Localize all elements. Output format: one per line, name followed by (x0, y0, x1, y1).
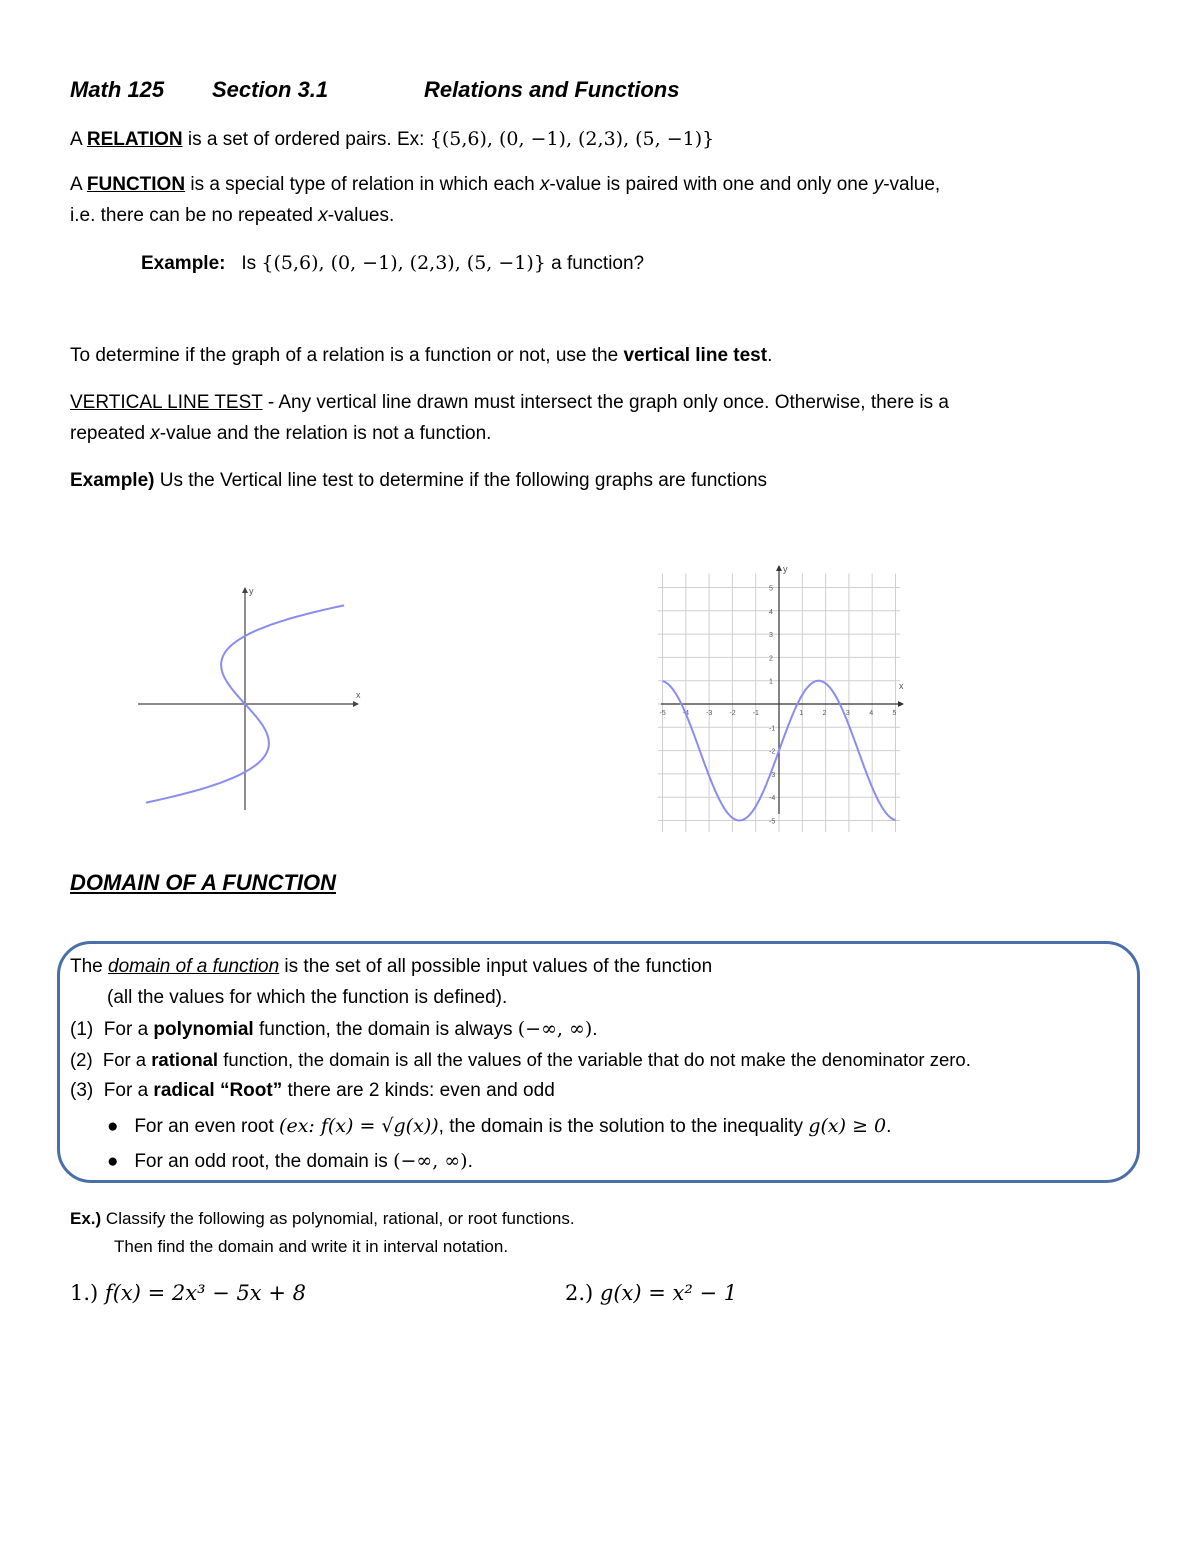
vlt-intro-text: To determine if the graph of a relation is a function or not, use the (70, 345, 624, 366)
bullet1-math: (ex: f(x) = √g(x)) (279, 1115, 439, 1137)
x-tick-label: -1 (752, 710, 759, 717)
x-tick-label: 2 (822, 710, 827, 717)
y-tick-label: 2 (769, 655, 773, 663)
bullet2-end: . (467, 1151, 473, 1172)
y-tick-label: 3 (769, 632, 773, 640)
page-title: Relations and Functions (424, 77, 680, 102)
item1b: function, the domain is always (253, 1019, 518, 1040)
bullet2-math: (−∞, ∞) (393, 1150, 468, 1172)
exercise-label: Ex.) (70, 1209, 102, 1228)
problem-2-expression: g(x) = x² − 1 (599, 1281, 738, 1305)
bullet1a: For an even root (134, 1116, 280, 1137)
relation-text: is a set of ordered pairs. Ex: (182, 129, 430, 150)
domain-line2: (all the values for which the function is defined). (107, 987, 508, 1008)
graph-right-ticks (660, 586, 897, 826)
function-x: x (539, 174, 550, 195)
bullet1b: , the domain is the solution to the inequality (438, 1116, 809, 1137)
y-tick-label: 4 (769, 608, 773, 616)
vlt-line2a: repeated (70, 423, 151, 444)
domain-line1b: is the set of all possible input values of the function (279, 956, 713, 977)
exercise-line1: Classify the following as polynomial, rational, or root functions. (101, 1209, 575, 1228)
exercise-instruction-line2: Then find the domain and write it in interval notation. (114, 1237, 509, 1256)
problem-1-number: 1.) (70, 1281, 99, 1305)
graph-right-y-label: y (783, 564, 788, 574)
x-tick-label: -4 (682, 710, 690, 717)
item1-end: . (592, 1019, 598, 1040)
vlt-intro (70, 344, 772, 368)
x-tick-label: -3 (706, 710, 713, 717)
bullet1-end: . (886, 1116, 892, 1137)
vlt-line2b: -value and the relation is not a function. (159, 423, 492, 444)
function-text3: -value, (883, 174, 941, 195)
item3-bold: radical “Root” (153, 1080, 283, 1101)
function-line2b: -values. (327, 205, 395, 226)
example-suffix: a function? (545, 253, 645, 274)
item1a: For a (103, 1019, 154, 1040)
relation-prefix: A (70, 129, 87, 150)
graph-left-x-label: x (356, 690, 361, 700)
graph-right-y-arrow (776, 565, 782, 571)
x-tick-label: -2 (729, 710, 736, 717)
vlt-line2x: x (150, 423, 160, 444)
vlt-definition-line2 (70, 422, 491, 446)
course-label: Math 125 (70, 77, 165, 102)
function-text2: -value is paired with one and only one (549, 174, 874, 195)
example-is: Is (241, 253, 262, 274)
example-set: {(5,6), (0, −1), (2,3), (5, −1)} (261, 252, 546, 274)
item1-math: (−∞, ∞) (517, 1018, 593, 1040)
domain-term: domain of a function (108, 956, 280, 977)
item2-bold: rational (151, 1049, 219, 1070)
y-tick-label: -3 (769, 771, 776, 779)
y-tick-label: -5 (769, 818, 776, 826)
domain-item-polynomial (70, 1017, 598, 1042)
function-prefix: A (70, 174, 87, 195)
graph-right-x-label: x (899, 681, 904, 691)
domain-heading: DOMAIN OF A FUNCTION (70, 870, 337, 895)
bullet2a: For an odd root, the domain is (134, 1151, 394, 1172)
domain-bullet-odd-root (107, 1149, 473, 1174)
item2-number: (2) (70, 1049, 93, 1070)
relation-term: RELATION (86, 129, 183, 150)
example2-text: Us the Vertical line test to determine if the following graphs are functions (154, 470, 768, 491)
y-tick-label: -4 (769, 795, 776, 803)
function-term: FUNCTION (86, 174, 186, 195)
bullet1-inequality: g(x) ≥ 0 (808, 1115, 887, 1137)
x-tick-label: 3 (845, 710, 850, 717)
bullet-icon: ● (107, 1151, 119, 1172)
graph-left-y-label: y (249, 586, 254, 596)
function-definition-line1 (70, 173, 940, 197)
relation-example-set: {(5,6), (0, −1), (2,3), (5, −1)} (429, 128, 715, 150)
item2a: For a (102, 1049, 152, 1070)
domain-item-rational (70, 1048, 971, 1072)
section-label: Section 3.1 (212, 77, 329, 102)
example-function-question (141, 251, 644, 276)
example-vlt-instruction (70, 469, 767, 493)
x-tick-label: 1 (799, 710, 804, 717)
x-tick-label: 4 (869, 710, 874, 717)
vlt-intro-end: . (767, 345, 773, 366)
item2b: function, the domain is all the values of the variable that do not make the denominator zero. (218, 1049, 971, 1070)
y-tick-label: 5 (769, 585, 773, 593)
graph-left-x-arrow (353, 701, 359, 707)
graph-right-x-arrow (898, 701, 904, 707)
y-tick-label: 1 (769, 678, 773, 686)
graph-left-y-arrow (242, 587, 248, 593)
exercise-instruction-line1 (70, 1208, 575, 1230)
graph-sideways-curve (130, 582, 370, 812)
item3-number: (3) (70, 1080, 94, 1101)
x-tick-label: -5 (659, 710, 666, 717)
function-line2a: i.e. there can be no repeated (70, 205, 319, 226)
graph-sine-wave (655, 562, 905, 826)
domain-line1a: The (70, 956, 109, 977)
problem-1-expression: f(x) = 2x³ − 5x + 8 (104, 1281, 306, 1305)
function-text1: is a special type of relation in which each (185, 174, 540, 195)
example2-label: Example) (70, 470, 155, 491)
problem-2-number: 2.) (565, 1281, 594, 1305)
item1-number: (1) (70, 1019, 94, 1040)
item3b: there are 2 kinds: even and odd (282, 1080, 555, 1101)
vlt-text1: - Any vertical line drawn must intersect the graph only once. Otherwise, there is a (262, 392, 949, 413)
problem-2 (565, 1280, 737, 1306)
x-tick-label: 5 (892, 710, 897, 717)
problem-1 (70, 1280, 306, 1306)
bullet-icon: ● (107, 1116, 119, 1137)
vlt-definition-line1 (70, 391, 949, 415)
function-line2x: x (318, 205, 328, 226)
vlt-intro-bold: vertical line test (623, 345, 768, 366)
function-y: y (873, 174, 884, 195)
relation-definition (70, 127, 714, 152)
item3a: For a (103, 1080, 154, 1101)
y-tick-label: -1 (769, 725, 776, 733)
domain-item-radical (70, 1079, 555, 1103)
domain-line1 (70, 955, 712, 979)
y-tick-label: -2 (769, 748, 776, 756)
vlt-term: VERTICAL LINE TEST (70, 392, 263, 413)
item1-bold: polynomial (153, 1019, 254, 1040)
domain-bullet-even-root (107, 1114, 891, 1139)
example-label: Example: (141, 253, 226, 274)
function-definition-line2 (70, 204, 394, 228)
